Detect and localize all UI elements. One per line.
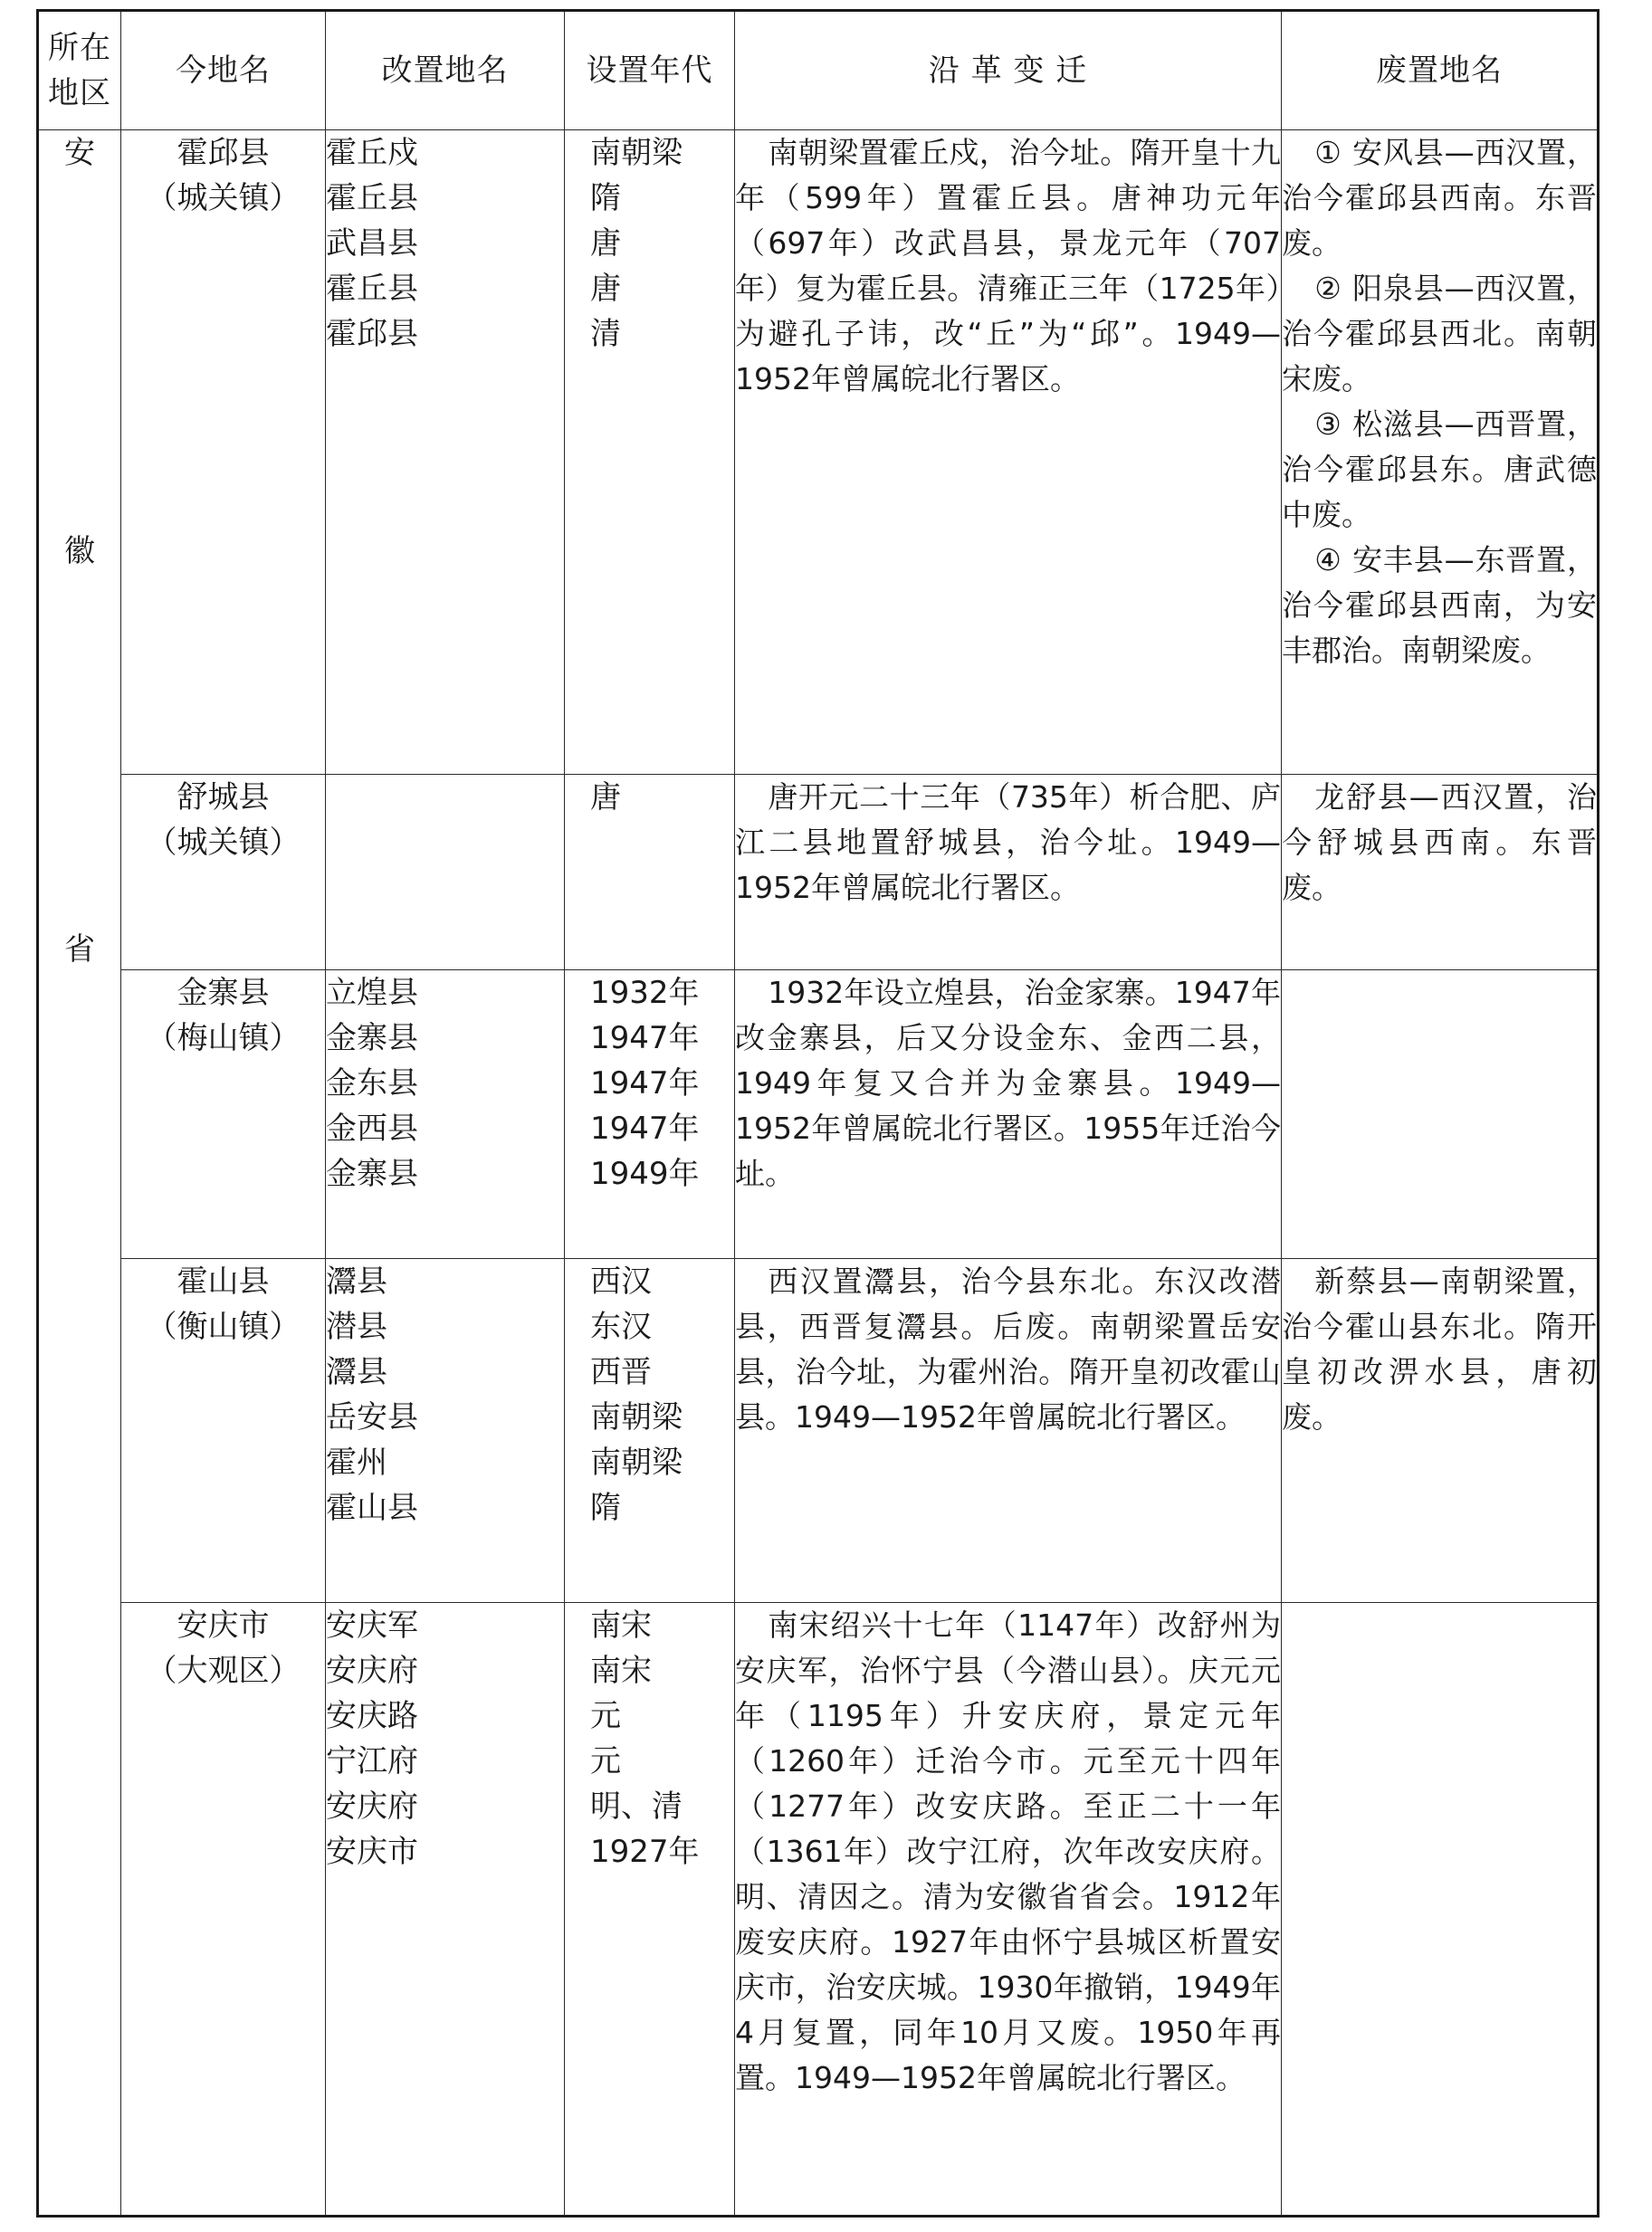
renamed-item: 岳安县 [326,1399,418,1436]
era-item: 西晋 [590,1354,652,1391]
era-item: 南朝梁 [590,1399,683,1436]
era-item: 隋 [590,1490,621,1527]
modern-name-cell [121,969,326,1259]
modern-name: 霍邱县 [177,135,270,171]
era-cell [565,969,735,1259]
era-item: 元 [590,1698,621,1735]
renamed-cell [326,969,565,1259]
region-name [39,130,120,972]
era-item: 1927年 [590,1834,700,1871]
abolished-cell [1282,1603,1599,2217]
table-row [38,774,1599,969]
modern-name-cell [121,130,326,775]
abolished-cell [1282,1259,1599,1603]
era-item: 1947年 [590,1064,700,1102]
era-cell [565,1603,735,2217]
abolished-item: ① 安风县—西汉置，治今霍邱县西南。东晋废。 [1282,135,1597,261]
era-item: 隋 [590,180,621,216]
modern-name-cell [121,1603,326,2217]
era-item: 唐 [590,271,621,307]
evolution-text: 1932年设立煌县，治金家寨。1947年改金寨县，后又分设金东、金西二县，1949年复又合并为金寨县。1949—1952年曾属皖北行署区。1955年迁治今址。 [735,974,1281,1191]
region-char: 徽 [64,533,95,569]
renamed-item: 灊县 [326,1354,387,1391]
abolished-cell [1282,130,1599,775]
renamed-item: 安庆军 [326,1607,418,1645]
renamed-item: 潜县 [326,1309,387,1346]
era-item: 1947年 [590,1019,700,1056]
modern-name: 金寨县 [177,974,270,1011]
renamed-cell [326,130,565,775]
era-cell [565,130,735,775]
header-modern-name: 今地名 [121,11,326,130]
modern-name: 舒城县 [177,778,270,816]
renamed-item: 金西县 [326,1110,418,1147]
renamed-cell [326,774,565,969]
abolished-item: ④ 安丰县—东晋置，治今霍邱县西南，为安丰郡治。南朝梁废。 [1282,542,1597,668]
abolished-item: ② 阳泉县—西汉置，治今霍邱县西北。南朝宋废。 [1282,271,1597,396]
era-item: 东汉 [590,1309,652,1346]
abolished-item: ③ 松滋县—西晋置，治今霍邱县东。唐武德中废。 [1282,406,1597,532]
era-item: 1932年 [590,974,700,1011]
abolished-item: 新蔡县—南朝梁置，治今霍山县东北。隋开皇初改淠水县，唐初废。 [1282,1264,1597,1436]
renamed-item: 武昌县 [326,225,418,262]
region-cell [38,130,121,2217]
table-row [38,1259,1599,1603]
evolution-cell [735,1603,1282,2217]
modern-name-cell [121,1259,326,1603]
renamed-item: 宁江府 [326,1743,418,1780]
county-seat: （城关镇） [146,180,301,216]
table-row [38,1603,1599,2217]
renamed-item: 安庆府 [326,1788,418,1826]
era-item: 南宋 [590,1607,652,1645]
modern-name: 霍山县 [177,1264,270,1301]
renamed-item: 安庆府 [326,1653,418,1690]
evolution-text: 南宋绍兴十七年（1147年）改舒州为安庆军，治怀宁县（今潜山县）。庆元元年（1195年）升安庆府，景定元年（1260年）迁治今市。元至元十四年（1277年）改安庆路。至正二十一年（1361年）改宁江府，次年改安庆府。明、清因之。清为安徽省省会。1912年废安庆府。1927年由怀宁县城区析置安庆市，治安庆城。1930年撤销，1949年4月复置，同年10月又废。1950年再置。1949—1952年曾属皖北行署区。 [735,1607,1281,2096]
evolution-text: 唐开元二十三年（735年）析合肥、庐江二县地置舒城县，治今址。1949—1952年曾属皖北行署区。 [735,778,1281,905]
renamed-item: 安庆市 [326,1834,418,1871]
evolution-text: 西汉置灊县，治今县东北。东汉改潜县，西晋复灊县。后废。南朝梁置岳安县，治今址，为霍州治。隋开皇初改霍山县。1949—1952年曾属皖北行署区。 [735,1264,1281,1436]
evolution-cell [735,969,1282,1259]
era-item: 唐 [590,778,621,816]
era-item: 西汉 [590,1264,652,1301]
header-evolution: 沿 革 变 迁 [735,11,1282,130]
header-renamed: 改置地名 [326,11,565,130]
county-seat: （衡山镇） [146,1309,301,1346]
era-cell [565,1259,735,1603]
header-region: 所在地区 [38,11,121,130]
renamed-item: 安庆路 [326,1698,418,1735]
evolution-cell [735,130,1282,775]
renamed-cell [326,1259,565,1603]
table-row [38,969,1599,1259]
era-item: 明、清 [590,1788,683,1826]
renamed-item: 金寨县 [326,1019,418,1056]
county-seat: （梅山镇） [146,1019,301,1056]
evolution-cell [735,774,1282,969]
region-char: 安 [64,135,95,171]
gazetteer-table [36,9,1599,2218]
region-char: 省 [64,931,95,968]
header-era: 设置年代 [565,11,735,130]
modern-name: 安庆市 [177,1607,270,1645]
renamed-item: 霍山县 [326,1490,418,1527]
renamed-item: 霍丘县 [326,271,418,307]
county-seat: （城关镇） [146,824,301,861]
renamed-cell [326,1603,565,2217]
era-item: 南朝梁 [590,135,683,171]
renamed-item: 霍丘县 [326,180,418,216]
header-abolished: 废置地名 [1282,11,1599,130]
evolution-cell [735,1259,1282,1603]
era-item: 清 [590,316,621,352]
renamed-item: 金东县 [326,1064,418,1102]
evolution-text: 南朝梁置霍丘戍，治今址。隋开皇十九年（599年）置霍丘县。唐神功元年（697年）改武昌县，景龙元年（707年）复为霍丘县。清雍正三年（1725年）为避孔子讳，改“丘”为“邱”。1949—1952年曾属皖北行署区。 [735,135,1281,396]
era-item: 1949年 [590,1155,700,1192]
era-cell [565,774,735,969]
era-item: 唐 [590,225,621,262]
table-row [38,130,1599,775]
renamed-item: 霍丘戍 [326,135,418,171]
county-seat: （大观区） [146,1653,301,1690]
renamed-item: 霍邱县 [326,316,418,352]
abolished-item: 龙舒县—西汉置，治今舒城县西南。东晋废。 [1282,778,1597,905]
modern-name-cell [121,774,326,969]
era-item: 元 [590,1743,621,1780]
renamed-item: 立煌县 [326,974,418,1011]
era-item: 南宋 [590,1653,652,1690]
renamed-item: 霍州 [326,1445,387,1482]
renamed-item: 灊县 [326,1264,387,1301]
era-item: 南朝梁 [590,1445,683,1482]
era-item: 1947年 [590,1110,700,1147]
header-row [38,11,1599,130]
renamed-item: 金寨县 [326,1155,418,1192]
abolished-cell [1282,969,1599,1259]
abolished-cell [1282,774,1599,969]
